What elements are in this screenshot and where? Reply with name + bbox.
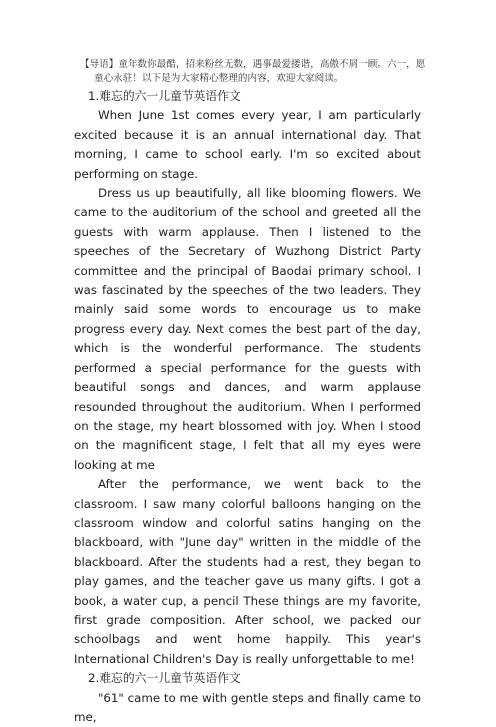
paragraph: "61" came to me with gentle steps and finally came to me, <box>74 690 421 724</box>
paragraph: Dress us up beautifully, all like blooming flowers. We came to the auditorium of the school and greeted all the guests with warm applause. Then I listened to the speeches of the Secretary of Wuzhong District Party committee and the principal of Baodai primary school. I was fascinated by the speeches of the two leaders. They mainly said some words to encourage us to make progress every day. Next comes the best part of the day, which is the wonderful performance. The students performed a special performance for the guests with beautiful songs and dances, and warm applause resounded throughout the auditorium. When I performed on the stage, my heart blossomed with joy. When I stood on the magnificent stage, I felt that all my eyes were looking at me <box>74 186 421 472</box>
intro-guide: 【导语】童年数你最酷，招来粉丝无数，遇事最爱搂谐，高傲不屑一顾。六一，愿童心永驻！以下是为大家精心整理的内容，欢迎大家阅读。 <box>80 59 426 84</box>
article-body <box>74 87 421 727</box>
paragraph: When June 1st comes every year, I am particularly excited because it is an annual international day. That morning, I came to school early. I'm so excited about performing on stage. <box>74 108 421 181</box>
section-heading-1: 1.难忘的六一儿童节英语作文 <box>88 89 241 103</box>
section-heading-2: 2.难忘的六一儿童节英语作文 <box>88 671 241 686</box>
paragraph: After the performance, we went back to the classroom. I saw many colorful balloons hanging on the classroom window and colorful satins hanging on the blackboard, with "June day" written in the middle of the blackboard. After the students had a rest, they began to play games, and the teacher gave us many gifts. I got a book, a water cup, a pencil These things are my favorite, first grade composition. After school, we packed our schoolbags and went home happily. This year's International Children's Day is really unforgettable to me! <box>74 477 421 666</box>
